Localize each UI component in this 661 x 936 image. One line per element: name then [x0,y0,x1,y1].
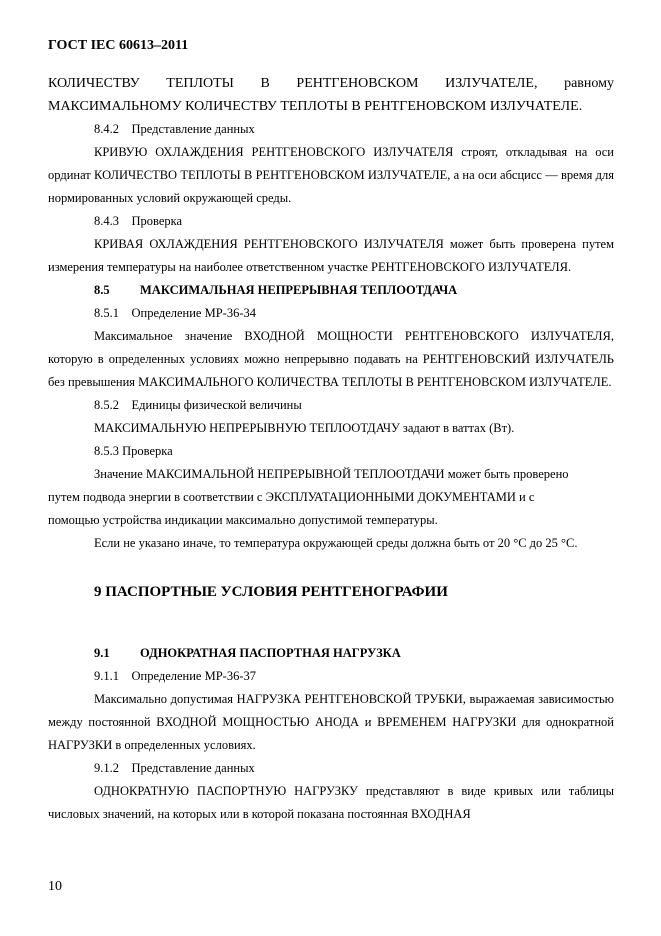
subsection-heading: 8.4.3 Проверка [94,214,183,228]
section-title: МАКСИМАЛЬНАЯ НЕПРЕРЫВНАЯ ТЕПЛООТДАЧА [140,283,458,297]
subsection-heading: 8.5.3 Проверка [94,444,173,458]
paragraph-line: путем подвода энергии в соответствии с ЭКСПЛУАТАЦИОННЫМИ ДОКУМЕНТАМИ и с [48,490,535,504]
paragraph: Максимально допустимая НАГРУЗКА РЕНТГЕНОВСКОЙ ТРУБКИ, выражаемая зависимостью между постоянной ВХОДНОЙ МОЩНОСТЬЮ АНОДА и ВРЕМЕНЕМ НАГРУЗКИ для однократной НАГРУЗКИ в определенных условиях. [48,692,614,752]
section-number: 8.5 [94,283,110,297]
subsection-heading: 8.4.2 Представление данных [94,122,255,136]
paragraph: Если не указано иначе, то температура окружающей среды должна быть от 20 °С до 25 °С. [94,536,578,550]
subsection-heading: 9.1.1 Определение МР-36-37 [94,669,256,683]
paragraph-line: МАКСИМАЛЬНОМУ КОЛИЧЕСТВУ ТЕПЛОТЫ В РЕНТГЕНОВСКОМ ИЗЛУЧАТЕЛЕ. [48,99,583,114]
page-number: 10 [48,879,62,894]
chapter-heading: 9 ПАСПОРТНЫЕ УСЛОВИЯ РЕНТГЕНОГРАФИИ [94,584,448,600]
document-header: ГОСТ IEC 60613–2011 [48,38,189,53]
document-body [48,72,614,826]
section-heading [48,642,614,665]
subsection-heading: 9.1.2 Представление данных [94,761,255,775]
section-number: 9.1 [94,646,110,660]
paragraph: Максимальное значение ВХОДНОЙ МОЩНОСТИ РЕНТГЕНОВСКОГО ИЗЛУЧАТЕЛЯ, которую в определенных условиях можно непрерывно подавать на РЕНТГЕНОВСКИЙ ИЗЛУЧАТЕЛЬ без превышения МАКСИМАЛЬНОГО КОЛИЧЕСТВА ТЕПЛОТЫ В РЕНТГЕНОВСКОМ ИЗЛУЧАТЕЛЕ. [48,329,614,389]
section-title: ОДНОКРАТНАЯ ПАСПОРТНАЯ НАГРУЗКА [140,646,401,660]
paragraph-line: КОЛИЧЕСТВУ ТЕПЛОТЫ В РЕНТГЕНОВСКОМ ИЗЛУЧАТЕЛЕ, равному [48,76,614,91]
section-heading [48,279,614,302]
paragraph: КРИВУЮ ОХЛАЖДЕНИЯ РЕНТГЕНОВСКОГО ИЗЛУЧАТЕЛЯ строят, откладывая на оси ординат КОЛИЧЕСТВО ТЕПЛОТЫ В РЕНТГЕНОВСКОМ ИЗЛУЧАТЕЛЕ, а на оси абсцисс — время для нормированных условий окружающей среды. [48,145,614,205]
subsection-heading: 8.5.1 Определение МР-36-34 [94,306,256,320]
paragraph: ОДНОКРАТНУЮ ПАСПОРТНУЮ НАГРУЗКУ представляют в виде кривых или таблицы числовых значений, на которых или в которой показана постоянная ВХОДНАЯ [48,784,614,821]
paragraph-line: Значение МАКСИМАЛЬНОЙ НЕПРЕРЫВНОЙ ТЕПЛООТДАЧИ может быть проверено [94,467,569,481]
subsection-heading: 8.5.2 Единицы физической величины [94,398,302,412]
paragraph: МАКСИМАЛЬНУЮ НЕПРЕРЫВНУЮ ТЕПЛООТДАЧУ задают в ваттах (Вт). [94,421,515,435]
paragraph-line: помощью устройства индикации максимально допустимой температуры. [48,513,438,527]
paragraph: КРИВАЯ ОХЛАЖДЕНИЯ РЕНТГЕНОВСКОГО ИЗЛУЧАТЕЛЯ может быть проверена путем измерения температуры на наиболее ответственном участке РЕНТГЕНОВСКОГО ИЗЛУЧАТЕЛЯ. [48,237,614,274]
